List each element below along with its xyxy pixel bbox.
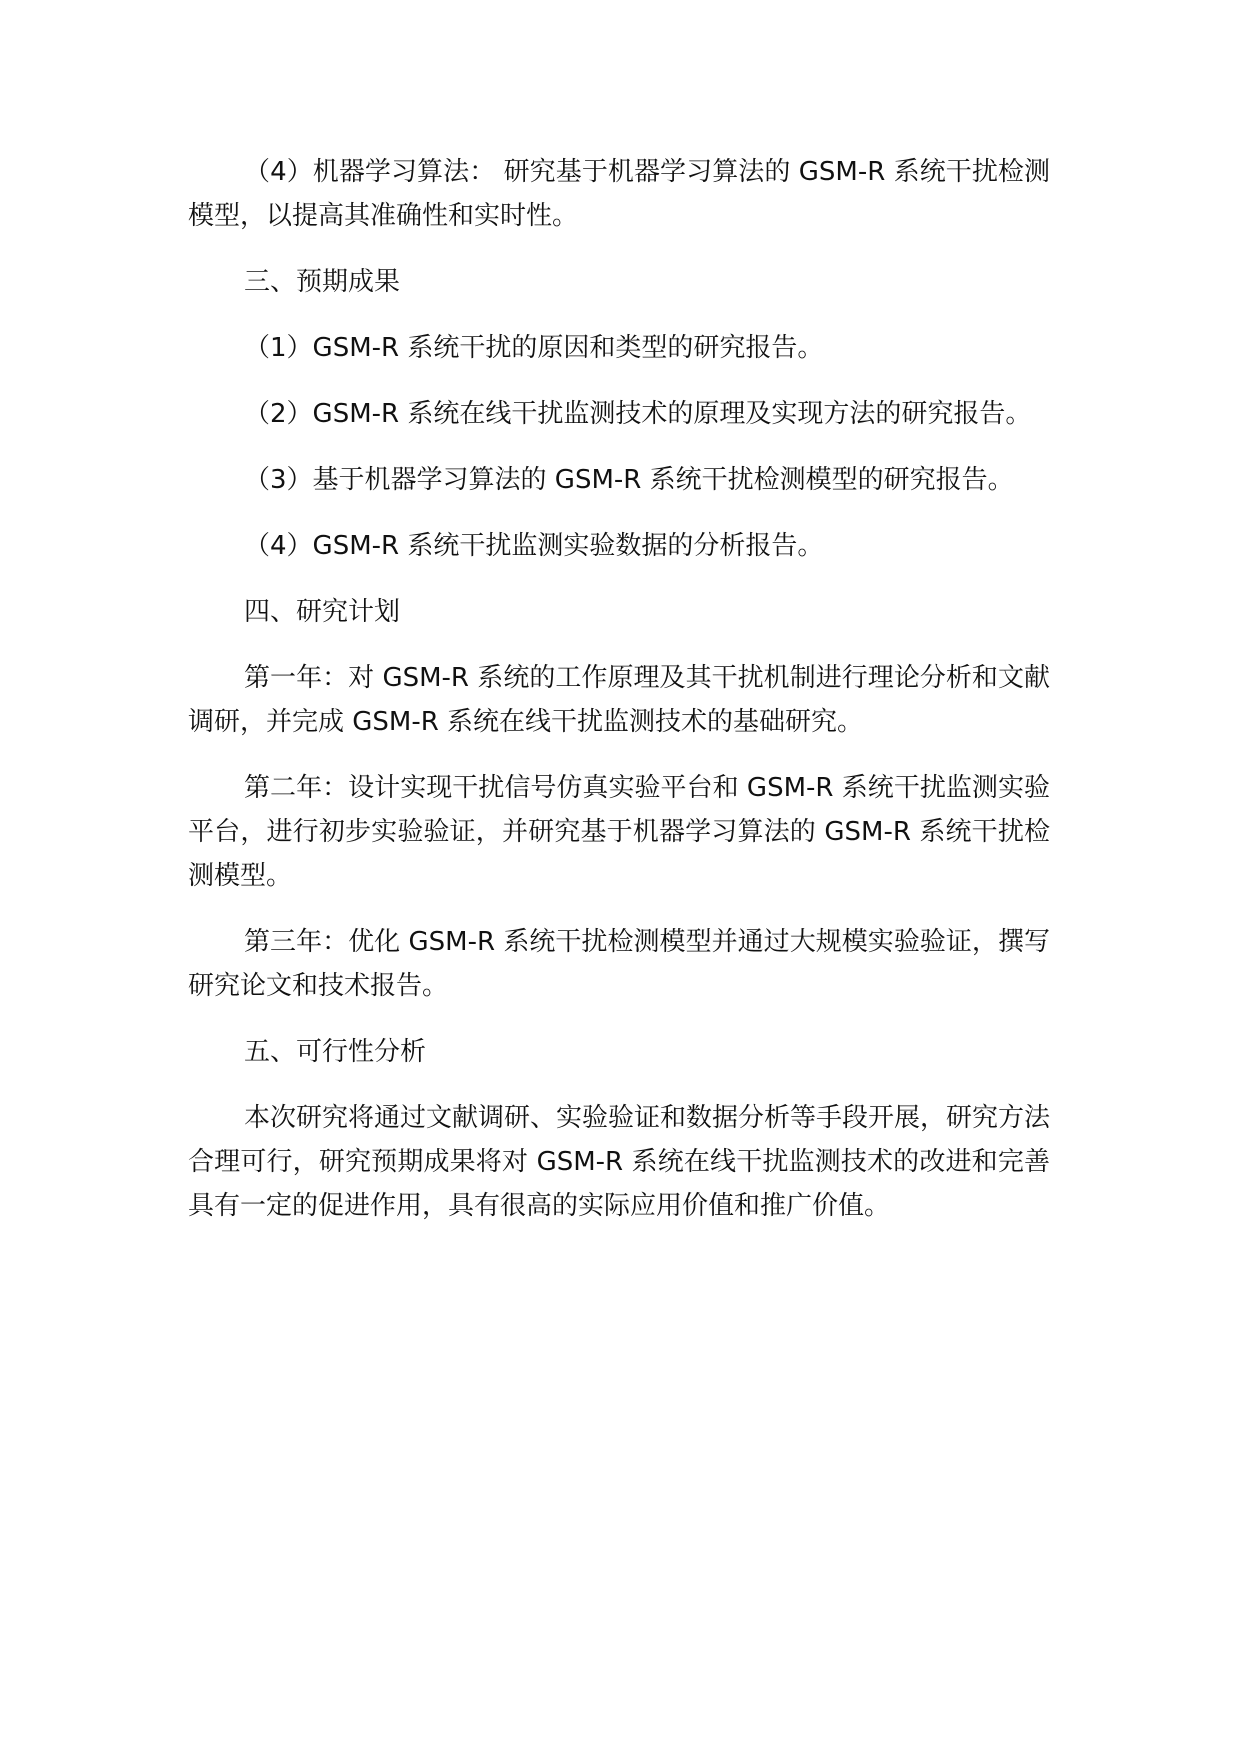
result-item-3: （3）基于机器学习算法的 GSM-R 系统干扰检测模型的研究报告。: [244, 465, 1014, 495]
plan-year-1: 第一年：对 GSM-R 系统的工作原理及其干扰机制进行理论分析和文献调研，并完成 GSM-R 系统在线干扰监测技术的基础研究。: [188, 663, 1050, 737]
result-item-1: （1）GSM-R 系统干扰的原因和类型的研究报告。: [244, 333, 824, 363]
result-item-2: （2）GSM-R 系统在线干扰监测技术的原理及实现方法的研究报告。: [244, 399, 1032, 429]
section-heading-research-plan: 四、研究计划: [244, 597, 401, 627]
plan-year-2: 第二年：设计实现干扰信号仿真实验平台和 GSM-R 系统干扰监测实验平台，进行初步实验验证，并研究基于机器学习算法的 GSM-R 系统干扰检测模型。: [188, 773, 1050, 891]
feasibility-paragraph: 本次研究将通过文献调研、实验验证和数据分析等手段开展，研究方法合理可行，研究预期成果将对 GSM-R 系统在线干扰监测技术的改进和完善具有一定的促进作用，具有很高的实际应用价值和推广价值。: [188, 1103, 1051, 1221]
section-heading-feasibility: 五、可行性分析: [244, 1037, 427, 1067]
document-page: [188, 150, 1050, 1250]
paragraph-ml-algorithm: （4）机器学习算法： 研究基于机器学习算法的 GSM-R 系统干扰检测模型，以提高其准确性和实时性。: [188, 157, 1050, 231]
section-heading-expected-results: 三、预期成果: [244, 267, 401, 297]
result-item-4: （4）GSM-R 系统干扰监测实验数据的分析报告。: [244, 531, 824, 561]
plan-year-3: 第三年：优化 GSM-R 系统干扰检测模型并通过大规模实验验证，撰写研究论文和技术报告。: [188, 927, 1050, 1001]
